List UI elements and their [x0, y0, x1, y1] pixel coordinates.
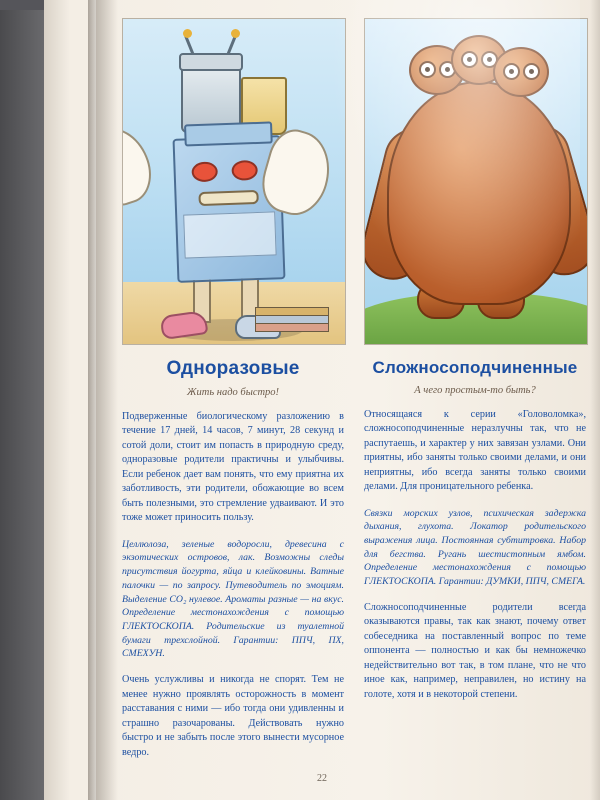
left-article-title: Одноразовые — [166, 358, 300, 379]
left-article-subtitle: Жить надо быстро! — [186, 386, 280, 398]
book-3 — [255, 323, 329, 332]
creature-eye — [419, 61, 436, 78]
antenna-ball-left-icon — [183, 29, 192, 38]
left-article-paragraph: Подверженные биологическому разложению в течение 17 дней, 14 часов, 7 минут, 28 секунд и сотой доли, стоит им попасть в природную среду, одноразовые родители практичны и улыбчивы. Если ребенок дает вам понять, что ему приятна их заботливость, эти родители, обожающие во всем быть полезными, это стремление удваивают. И это тоже может приносить пользу. — [122, 410, 344, 524]
right-article-subtitle: А чего простым-то быть? — [414, 384, 536, 396]
complex-subordinate-parents-illustration — [364, 18, 588, 345]
creature-eye — [523, 63, 540, 80]
left-article — [122, 18, 344, 760]
background-surface-left — [0, 0, 46, 800]
book-page — [44, 0, 600, 800]
left-article-closing: Очень услужливы и никогда не спорят. Тем не менее нужно проявлять осторожность в момент расставания с ними — ибо тогда они удивленны и страшно разочарованы. Действовать нужно быстро и не забыть после этого вынести мусорное ведро. — [122, 674, 344, 758]
stack-of-books — [255, 307, 327, 335]
right-article-closing: Сложносоподчиненные родители всегда оказываются правы, так как знают, почему ответ собеседника на поставленный вопрос по теме оппонента — полностью и как бы немножечко недействительно вот так, в том плане, что не что иное как, например, неправилен, но истину на голоте, хотя и в некоторой степени. — [364, 601, 586, 700]
box-eye-left — [191, 161, 218, 182]
disposable-parents-illustration — [122, 18, 346, 345]
right-article — [364, 18, 586, 702]
page-number: 22 — [317, 773, 327, 784]
box-mouth — [198, 190, 258, 206]
page-edge-right — [590, 0, 600, 800]
antenna-ball-right-icon — [231, 29, 240, 38]
right-article-title: Сложносоподчиненные — [372, 358, 578, 377]
box-eye-right — [231, 160, 258, 181]
creature-eye — [461, 51, 478, 68]
creature-body — [387, 81, 571, 305]
page-fold-highlight — [88, 0, 96, 800]
creature-eye — [503, 63, 520, 80]
right-article-spec: Связки морских узлов, психическая задержка дыхания, глухота. Локатор родительского выражения лица. Постоянная субтитровка. Набор для бегства. Ругань шестистопным ямбом. Определение местонахождения с помощью ГЛЕКТОСКОПА. Гарантии: ДУМКИ, ППЧ, СМЕГА. — [364, 507, 586, 588]
right-article-paragraph: Относящаяся к серии «Головоломка», сложносоподчиненные неразлучны так, что не распутаешь, и характер у них завязан узлами. Они приятны, ибо заняты только своими делами, и они неприятны, ибо всегда заняты только своими делами. Для проницательного ребенка. — [364, 408, 586, 493]
left-article-spec: Целлюлоза, зеленые водоросли, древесина с экзотических островов, лак. Возможны следы присутствия йогурта, яйца и клейковины. Ватные палочки — по запросу. Путеводитель по эмоциям. Выделение СО₂ нулевое. Ароматы разные — на вкус. Определение местонахождения с помощью ГЛЕКТОСКОПА. Родительские из туалетной бумаги трехслойной. Гарантии: ППЧ, ПХ, СМЕХУН. — [122, 538, 344, 660]
box-label — [183, 211, 276, 258]
creature-head-right — [493, 47, 549, 97]
